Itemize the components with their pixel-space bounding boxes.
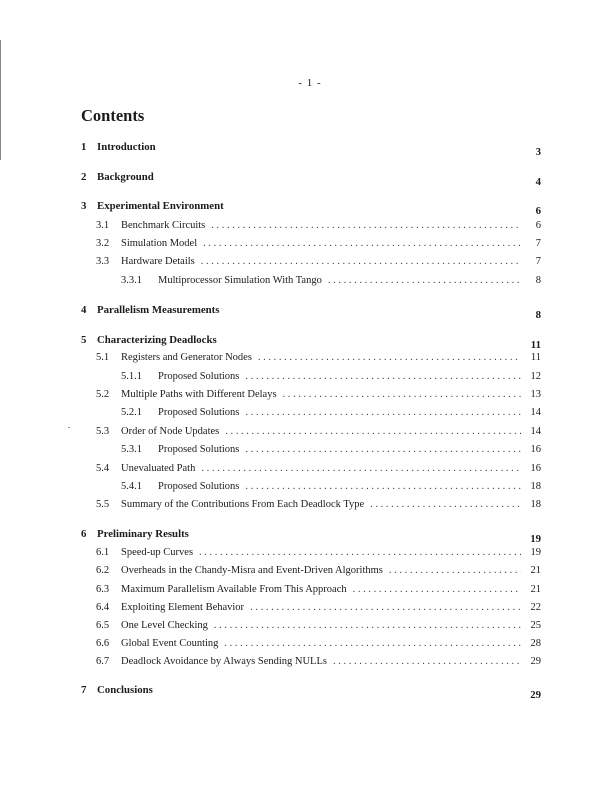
toc-entry-chapter[interactable] [81,171,541,188]
toc-entry-number: 6.2 [96,565,110,576]
toc-entry-section[interactable] [96,463,541,474]
toc-entry-section[interactable] [96,565,541,576]
toc-entry-section[interactable] [96,620,541,631]
toc-entry-number: 3.3 [96,256,110,267]
toc-entry-page: 21 [530,584,541,595]
dot-leader [201,463,521,474]
toc-entry-number: 5.2.1 [121,407,142,418]
dot-leader [245,371,521,382]
page-title: Contents [81,106,145,125]
toc-entry-title: Proposed Solutions [158,444,240,455]
toc-entry-number: 5.4 [96,463,110,474]
toc-entry-title: Proposed Solutions [158,407,240,418]
toc-entry-title: Global Event Counting [121,638,219,649]
dot-leader [225,426,521,437]
toc-entry-title: Unevaluated Path [121,463,196,474]
toc-entry-number: 3.3.1 [121,275,142,286]
toc-entry-section[interactable] [96,256,541,267]
toc-entry-title: Simulation Model [121,238,198,249]
dot-leader [214,620,521,631]
toc-entry-page: 7 [535,238,541,249]
dot-leader [224,638,521,649]
toc-entry-page: 18 [530,481,541,492]
toc-entry-chapter[interactable] [81,528,541,545]
toc-entry-chapter[interactable] [81,141,541,158]
toc-entry-page: 16 [530,463,541,474]
dot-leader [245,444,521,455]
scan-speck [68,427,70,428]
toc-entry-section[interactable] [96,352,541,363]
toc-entry-page: 7 [535,256,541,267]
toc-entry-number: 5.1.1 [121,371,142,382]
toc-entry-page: 28 [530,638,541,649]
toc-entry-title: One Level Checking [121,620,208,631]
dot-leader [199,547,521,558]
toc-entry-subsection[interactable] [121,275,541,286]
dot-leader [203,238,521,249]
page-number: - 1 - [298,77,322,89]
toc-entry-title: Benchmark Circuits [121,220,206,231]
toc-entry-page: 19 [530,533,541,545]
toc-entry-title: Characterizing Deadlocks [97,334,217,346]
toc-entry-number: 5.4.1 [121,481,142,492]
toc-entry-number: 6 [81,528,87,540]
dot-leader [283,389,521,400]
toc-entry-number: 2 [81,171,87,183]
toc-entry-title: Background [97,171,154,183]
dot-leader [370,499,521,510]
toc-entry-number: 4 [81,304,87,316]
toc-entry-title: Multiprocessor Simulation With Tango [158,275,322,286]
toc-entry-number: 5.2 [96,389,110,400]
toc-entry-section[interactable] [96,638,541,649]
toc-entry-section[interactable] [96,499,541,510]
toc-entry-page: 8 [535,275,541,286]
dot-leader [250,602,521,613]
toc-entry-number: 6.4 [96,602,110,613]
toc-entry-number: 5.5 [96,499,110,510]
dot-leader [333,656,521,667]
dot-leader [328,275,521,286]
toc-entry-title: Experimental Environment [97,200,224,212]
toc-entry-page: 14 [530,407,541,418]
dot-leader [245,481,521,492]
dot-leader [201,256,521,267]
toc-entry-section[interactable] [96,584,541,595]
toc-entry-chapter[interactable] [81,304,541,321]
toc-entry-title: Proposed Solutions [158,481,240,492]
toc-entry-number: 5 [81,334,87,346]
toc-entry-title: Exploiting Element Behavior [121,602,245,613]
toc-entry-number: 3.2 [96,238,110,249]
toc-entry-section[interactable] [96,238,541,249]
toc-entry-title: Multiple Paths with Different Delays [121,389,277,400]
toc-entry-section[interactable] [96,389,541,400]
toc-entry-page: 21 [530,565,541,576]
dot-leader [353,584,521,595]
dot-leader [245,407,521,418]
toc-entry-section[interactable] [96,220,541,231]
toc-entry-title: Overheads in the Chandy-Misra and Event-Driven Algorithms [121,565,383,576]
toc-entry-chapter[interactable] [81,200,541,217]
toc-entry-page: 29 [530,689,541,701]
toc-entry-number: 5.3.1 [121,444,142,455]
toc-entry-page: 11 [530,352,541,363]
toc-entry-title: Registers and Generator Nodes [121,352,252,363]
toc-entry-title: Parallelism Measurements [97,304,220,316]
dot-leader [389,565,521,576]
toc-entry-number: 6.5 [96,620,110,631]
toc-entry-page: 8 [535,309,541,321]
toc-entry-title: Conclusions [97,684,153,696]
toc-entry-page: 13 [530,389,541,400]
toc-entry-page: 25 [530,620,541,631]
toc-entry-section[interactable] [96,426,541,437]
toc-entry-number: 5.3 [96,426,110,437]
toc-entry-title: Order of Node Updates [121,426,220,437]
toc-entry-page: 14 [530,426,541,437]
toc-entry-title: Deadlock Avoidance by Always Sending NULLs [121,656,327,667]
toc-entry-title: Proposed Solutions [158,371,240,382]
toc-entry-title: Hardware Details [121,256,195,267]
toc-entry-number: 6.6 [96,638,110,649]
toc-entry-number: 5.1 [96,352,110,363]
toc-entry-section[interactable] [96,547,541,558]
toc-entry-title: Maximum Parallelism Available From This Approach [121,584,347,595]
toc-entry-title: Introduction [97,141,156,153]
toc-entry-title: Summary of the Contributions From Each Deadlock Type [121,499,365,510]
toc-entry-page: 6 [535,220,541,231]
toc-entry-number: 6.1 [96,547,110,558]
toc-entry-page: 18 [530,499,541,510]
toc-entry-number: 6.3 [96,584,110,595]
toc-entry-page: 29 [530,656,541,667]
toc-entry-page: 22 [530,602,541,613]
toc-entry-number: 7 [81,684,87,696]
toc-entry-page: 12 [530,371,541,382]
toc-entry-title: Speed-up Curves [121,547,194,558]
toc-entry-page: 19 [530,547,541,558]
toc-entry-chapter[interactable] [81,334,541,351]
dot-leader [211,220,521,231]
toc-entry-page: 6 [535,205,541,217]
toc-entry-subsection[interactable] [121,407,541,418]
toc-entry-page: 3 [535,146,541,158]
toc-entry-title: Preliminary Results [97,528,189,540]
toc-entry-page: 4 [535,176,541,188]
toc-entry-section[interactable] [96,656,541,667]
toc-entry-subsection[interactable] [121,444,541,455]
dot-leader [258,352,521,363]
scan-edge-mark [0,40,1,160]
toc-entry-number: 3.1 [96,220,110,231]
toc-entry-number: 6.7 [96,656,110,667]
toc-entry-number: 1 [81,141,87,153]
toc-entry-chapter[interactable] [81,684,541,701]
toc-entry-page: 16 [530,444,541,455]
toc-entry-subsection[interactable] [121,481,541,492]
toc-entry-subsection[interactable] [121,371,541,382]
toc-entry-page: 11 [530,339,541,351]
toc-entry-section[interactable] [96,602,541,613]
toc-entry-number: 3 [81,200,87,212]
